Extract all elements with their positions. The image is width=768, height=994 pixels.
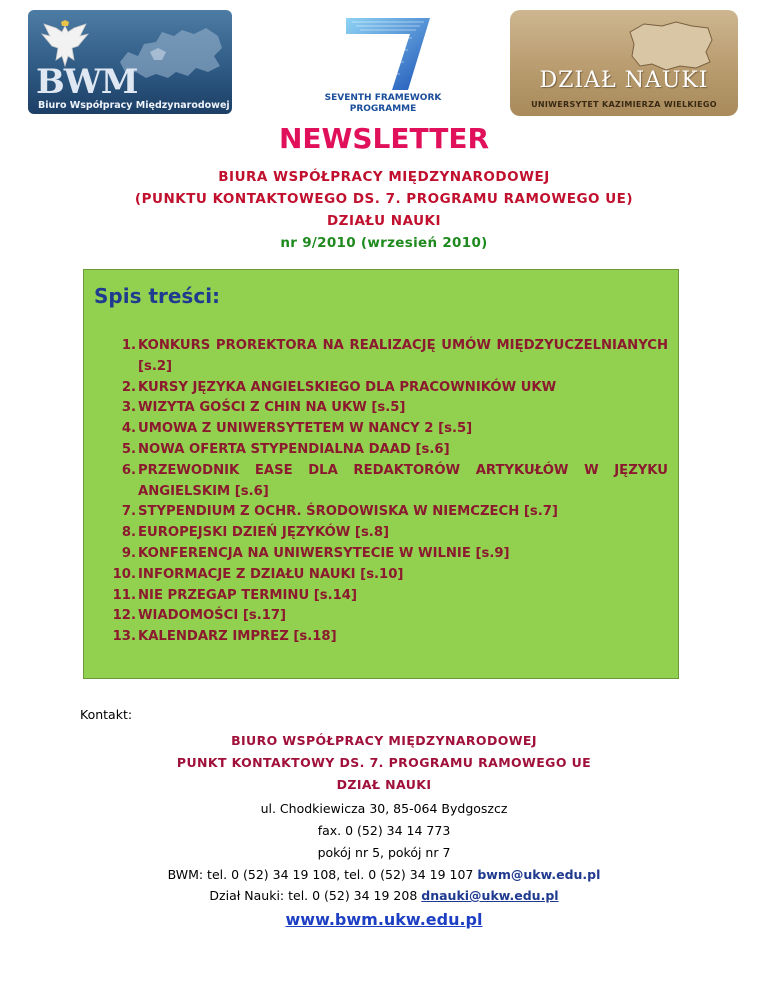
contact-dn-phone-line bbox=[0, 888, 768, 903]
contact-label: Kontakt: bbox=[80, 707, 133, 722]
fp7-logo bbox=[318, 14, 448, 126]
website-link[interactable]: www.bwm.ukw.edu.pl bbox=[285, 910, 483, 929]
toc-item-7[interactable] bbox=[100, 502, 668, 523]
fp7-logo-line1: SEVENTH FRAMEWORK bbox=[324, 93, 442, 103]
toc-item-number: 10. bbox=[112, 566, 136, 582]
dn-email-link[interactable]: dnauki@ukw.edu.pl bbox=[421, 888, 559, 903]
contact-org-1: BIURO WSPÓŁPRACY MIĘDZYNARODOWEJ bbox=[231, 733, 537, 748]
toc-item-number: 2. bbox=[121, 379, 136, 395]
toc-item-text: NOWA OFERTA STYPENDIALNA DAAD [s.6] bbox=[138, 441, 450, 457]
toc-item-1[interactable] bbox=[100, 336, 668, 378]
toc-item-text: KONKURS PROREKTORA NA REALIZACJĘ UMÓW MIĘDZYUCZELNIANYCH [s.2] bbox=[138, 338, 668, 374]
toc-item-number: 1. bbox=[121, 338, 136, 353]
toc-item-text: KURSY JĘZYKA ANGIELSKIEGO DLA PRACOWNIKÓW UKW bbox=[138, 379, 557, 395]
toc-item-text: WIADOMOŚCI [s.17] bbox=[138, 608, 287, 624]
header-line-1: BIURA WSPÓŁPRACY MIĘDZYNARODOWEJ bbox=[218, 169, 550, 185]
bwm-logo bbox=[28, 10, 232, 114]
toc-title: Spis treści: bbox=[94, 284, 221, 308]
toc-item-text: INFORMACJE Z DZIAŁU NAUKI [s.10] bbox=[138, 566, 404, 582]
toc-item-text: WIZYTA GOŚCI Z CHIN NA UKW [s.5] bbox=[138, 400, 406, 416]
toc-item-8[interactable] bbox=[100, 523, 668, 544]
header-line-2: (PUNKTU KONTAKTOWEGO DS. 7. PROGRAMU RAMOWEGO UE) bbox=[134, 191, 634, 207]
contact-bwm-phone-line bbox=[0, 867, 768, 882]
toc-item-5[interactable] bbox=[100, 440, 668, 461]
bwm-logo-letters: BWM bbox=[36, 62, 138, 102]
toc-item-11[interactable] bbox=[100, 586, 668, 607]
dzial-nauki-title: DZIAŁ NAUKI bbox=[539, 68, 709, 93]
toc-item-number: 9. bbox=[121, 545, 136, 561]
fp7-logo-line2: PROGRAMME bbox=[349, 104, 417, 114]
bwm-logo-subtitle: Biuro Współpracy Międzynarodowej bbox=[38, 100, 230, 111]
toc-item-number: 11. bbox=[112, 587, 136, 603]
fp7-seven-icon bbox=[338, 14, 434, 90]
contact-org-3: DZIAŁ NAUKI bbox=[336, 777, 432, 792]
dzial-nauki-logo bbox=[510, 10, 738, 116]
bwm-phone: BWM: tel. 0 (52) 34 19 108, tel. 0 (52) 34 19 107 bbox=[167, 867, 478, 882]
toc-item-text: EUROPEJSKI DZIEŃ JĘZYKÓW [s.8] bbox=[138, 525, 390, 541]
toc-item-text: KALENDARZ IMPREZ [s.18] bbox=[138, 629, 337, 645]
toc-item-number: 13. bbox=[112, 629, 136, 645]
toc-item-text: STYPENDIUM Z OCHR. ŚRODOWISKA W NIEMCZECH [s.7] bbox=[138, 504, 558, 520]
toc-item-number: 8. bbox=[121, 525, 136, 541]
toc-item-text: NIE PRZEGAP TERMINU [s.14] bbox=[138, 587, 358, 603]
table-of-contents bbox=[83, 269, 679, 679]
toc-item-number: 6. bbox=[121, 462, 136, 478]
toc-item-13[interactable] bbox=[100, 627, 668, 648]
toc-item-text: KONFERENCJA NA UNIWERSYTECIE W WILNIE [s.9] bbox=[138, 545, 510, 561]
toc-item-number: 5. bbox=[121, 441, 136, 457]
contact-rooms: pokój nr 5, pokój nr 7 bbox=[317, 845, 451, 860]
toc-item-4[interactable] bbox=[100, 419, 668, 440]
toc-list bbox=[100, 336, 668, 648]
contact-address: ul. Chodkiewicza 30, 85-064 Bydgoszcz bbox=[260, 801, 508, 816]
dzial-nauki-subtitle: UNIWERSYTET KAZIMIERZA WIELKIEGO bbox=[531, 100, 717, 109]
toc-item-3[interactable] bbox=[100, 398, 668, 419]
toc-item-number: 7. bbox=[121, 504, 136, 520]
contact-fax: fax. 0 (52) 34 14 773 bbox=[317, 823, 451, 838]
dn-phone: Dział Nauki: tel. 0 (52) 34 19 208 bbox=[209, 888, 422, 903]
bwm-email-link[interactable]: bwm@ukw.edu.pl bbox=[477, 867, 601, 882]
toc-item-2[interactable] bbox=[100, 378, 668, 399]
toc-item-number: 3. bbox=[121, 400, 136, 416]
issue-number: nr 9/2010 (wrzesień 2010) bbox=[280, 235, 488, 251]
toc-item-6[interactable] bbox=[100, 461, 668, 503]
toc-item-9[interactable] bbox=[100, 544, 668, 565]
header-line-3: DZIAŁU NAUKI bbox=[326, 213, 442, 229]
toc-item-number: 4. bbox=[121, 421, 136, 437]
toc-item-10[interactable] bbox=[100, 565, 668, 586]
toc-item-number: 12. bbox=[112, 608, 136, 624]
toc-item-text: PRZEWODNIK EASE DLA REDAKTORÓW ARTYKUŁÓW W JĘZYKU ANGIELSKIM [s.6] bbox=[138, 462, 668, 499]
toc-item-text: UMOWA Z UNIWERSYTETEM W NANCY 2 [s.5] bbox=[138, 421, 473, 437]
contact-org-2: PUNKT KONTAKTOWY DS. 7. PROGRAMU RAMOWEGO UE bbox=[176, 755, 592, 770]
toc-item-12[interactable] bbox=[100, 606, 668, 627]
poland-map-icon bbox=[622, 18, 718, 72]
newsletter-title: NEWSLETTER bbox=[278, 122, 490, 155]
